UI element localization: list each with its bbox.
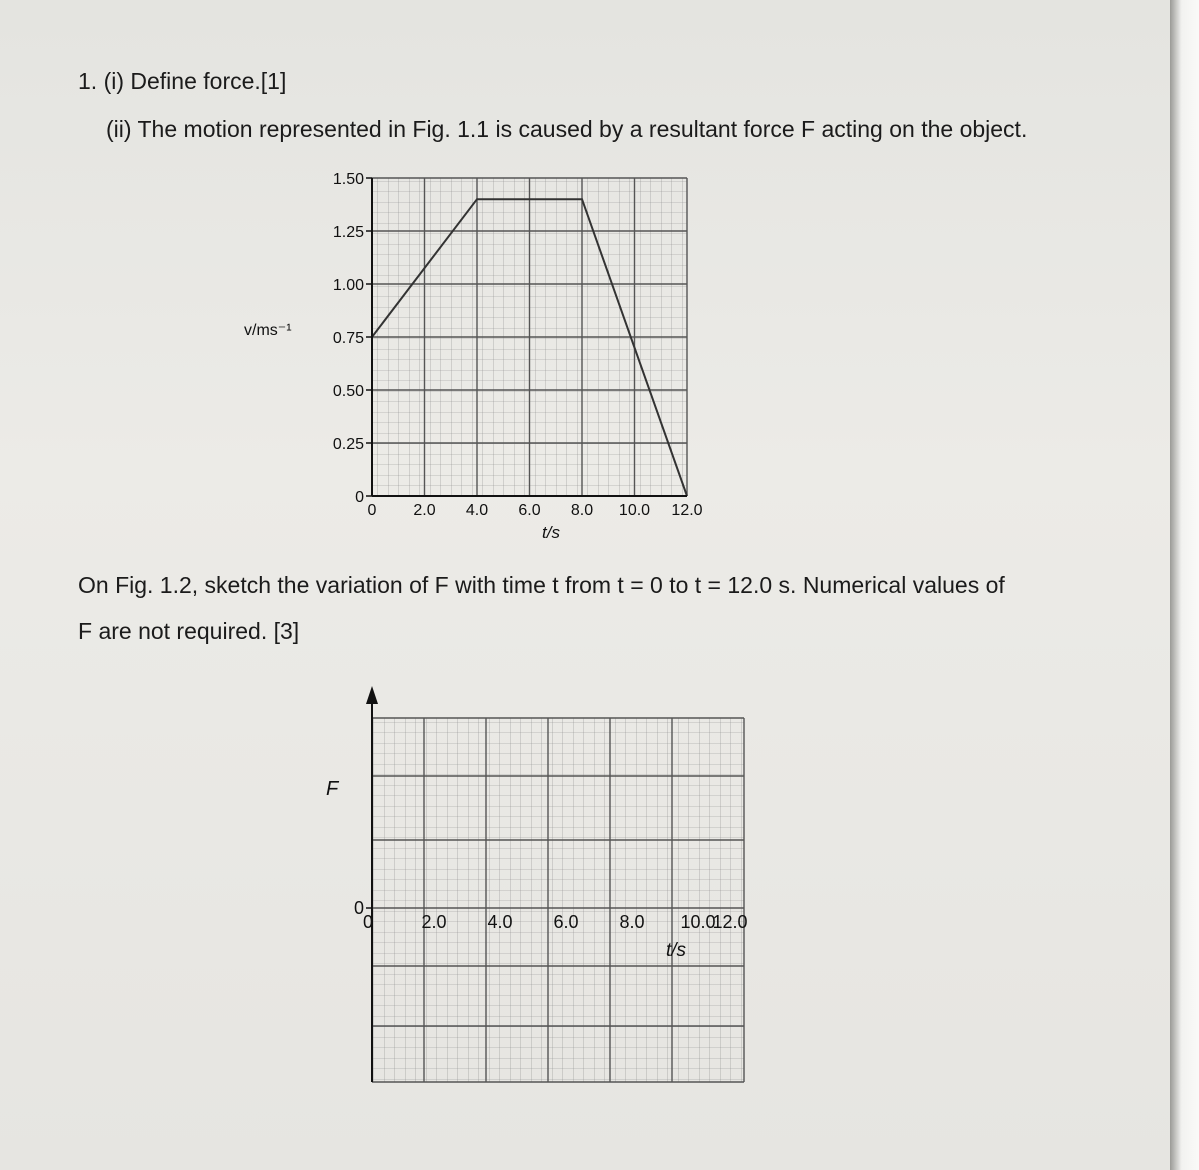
question-part-i: 1. (i) Define force.[1] — [78, 68, 287, 94]
fig12-y-axis-label: F — [326, 778, 339, 800]
fig11-y-tick-label: 1.50 — [332, 171, 364, 188]
fig12-minor-grid — [372, 718, 744, 1082]
question-instruction-continued: F are not required. [3] — [78, 618, 300, 644]
fig11-x-tick-label: 0 — [367, 502, 377, 519]
fig11-y-tick-label: 1.00 — [332, 277, 364, 294]
fig11-y-tick-label: 0.75 — [332, 330, 364, 347]
fig12-x-tick-label: 8.0 — [619, 912, 645, 932]
fig11-y-tick-label: 1.25 — [332, 224, 364, 241]
fig11-x-tick-label: 4.0 — [465, 502, 489, 519]
fig11-y-tick-label: 0.50 — [332, 383, 364, 400]
fig12-y-axis-arrow-icon — [366, 686, 378, 704]
fig11-x-tick-label: 12.0 — [671, 502, 703, 519]
fig12-x-tick-label: 2.0 — [421, 912, 447, 932]
question-instruction: On Fig. 1.2, sketch the variation of F with time t from t = 0 to t = 12.0 s. Numerical values of — [78, 572, 1005, 598]
fig12-x-tick-label: 12.0 — [712, 912, 748, 932]
page-edge — [1170, 0, 1199, 1170]
fig11-x-tick-label: 8.0 — [570, 502, 594, 519]
fig12-x-axis-label: t/s — [666, 940, 687, 961]
fig11-y-tick-label: 0.25 — [332, 436, 364, 453]
fig12-x-tick-label: 0 — [362, 912, 374, 932]
question-part-ii: (ii) The motion represented in Fig. 1.1 is caused by a resultant force F acting on the object. — [106, 116, 1028, 142]
fig12-x-tick-label: 6.0 — [553, 912, 579, 932]
fig12-y-tick-label: 0 — [353, 898, 364, 918]
fig12-x-tick-label: 4.0 — [487, 912, 513, 932]
fig12-x-tick-label: 10.0 — [680, 912, 716, 932]
fig11-x-tick-label: 2.0 — [413, 502, 436, 519]
figure-1-2-force-time-graph[interactable] — [300, 680, 780, 1100]
fig11-x-tick-label: 6.0 — [518, 502, 541, 519]
fig11-x-axis-label: t/s — [542, 523, 560, 542]
figure-1-1-velocity-time-graph — [220, 160, 740, 550]
fig11-y-axis-label: v/ms⁻¹ — [244, 322, 292, 339]
fig11-x-tick-label: 10.0 — [618, 502, 651, 519]
fig11-y-tick-label: 0 — [355, 489, 364, 506]
